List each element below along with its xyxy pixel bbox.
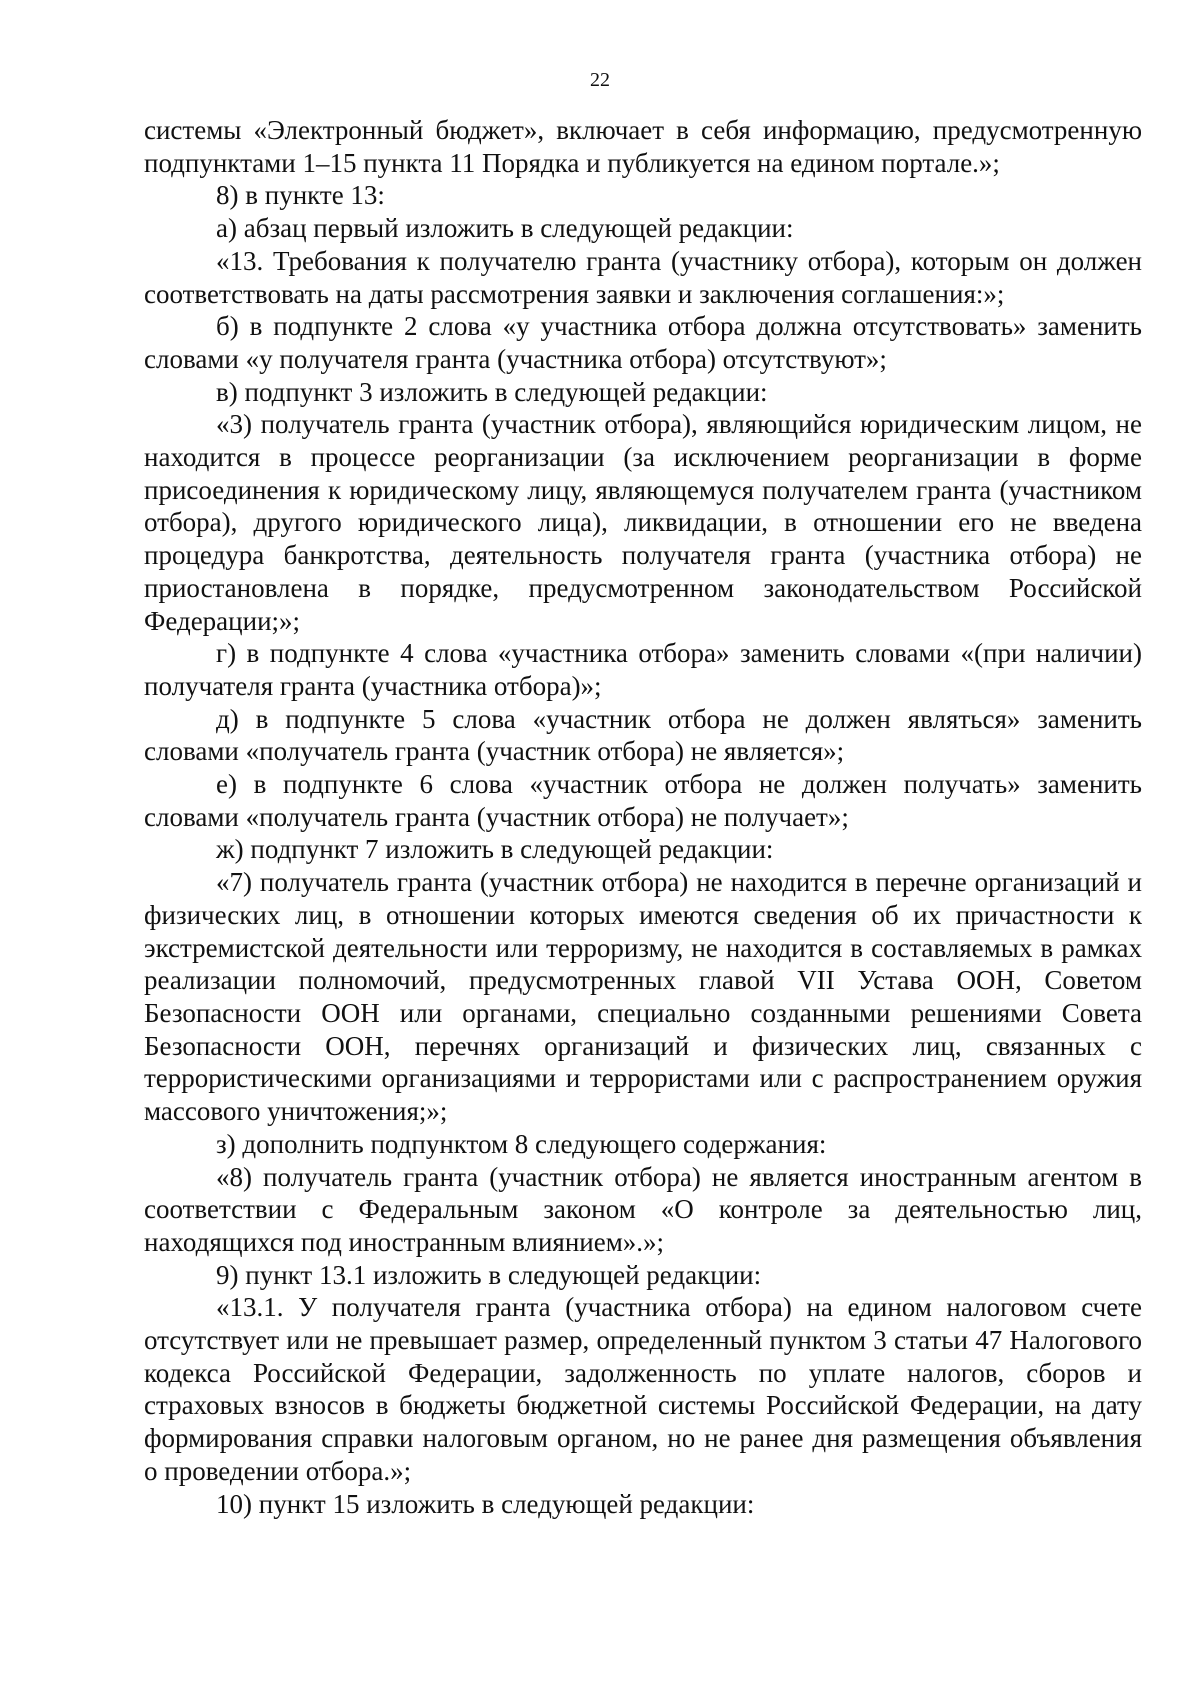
paragraph: «13. Требования к получателю гранта (участнику отбора), которым он должен соответствовать на даты рассмотрения заявки и заключения соглашения:»; xyxy=(144,245,1142,309)
paragraph: ж) подпункт 7 изложить в следующей редакции: xyxy=(216,834,774,865)
paragraph: 10) пункт 15 изложить в следующей редакции: xyxy=(216,1488,755,1519)
paragraph: «3) получатель гранта (участник отбора), являющийся юридическим лицом, не находится в процессе реорганизации (за исключением реорганизации в форме присоединения к юридическому лицу, являющемуся получателем гранта (участником отбора), другого юридического лица), ликвидации, в отношении его не введена процедура банкротства, деятельность получателя гранта (участника отбора) не приостановлена в порядке, предусмотренном законодательством Российской Федерации;»; xyxy=(144,409,1142,636)
paragraph: б) в подпункте 2 слова «у участника отбора должна отсутствовать» заменить словами «у получателя гранта (участника отбора) отсутствуют»; xyxy=(144,311,1142,374)
paragraph: а) абзац первый изложить в следующей редакции: xyxy=(216,213,794,244)
paragraph: г) в подпункте 4 слова «участника отбора» заменить словами «(при наличии) получателя гранта (участника отбора)»; xyxy=(144,638,1142,701)
page-number: 22 xyxy=(590,69,610,91)
paragraph: 8) в пункте 13: xyxy=(216,180,385,211)
paragraph: з) дополнить подпунктом 8 следующего содержания: xyxy=(216,1128,827,1159)
paragraph: «13.1. У получателя гранта (участника отбора) на едином налоговом счете отсутствует или не превышает размер, определенный пунктом 3 статьи 47 Налогового кодекса Российской Федерации, задолженность по уплате налогов, сборов и страховых взносов в бюджеты бюджетной системы Российской Федерации, на дату формирования справки налоговым органом, но не ранее дня размещения объявления о проведении отбора.»; xyxy=(144,1292,1142,1486)
paragraph: в) подпункт 3 изложить в следующей редакции: xyxy=(216,376,768,407)
paragraph: «8) получатель гранта (участник отбора) не является иностранным агентом в соответствии с Федеральным законом «О контроле за деятельностью лиц, находящихся под иностранным влиянием».»; xyxy=(144,1161,1142,1257)
paragraph: д) в подпункте 5 слова «участник отбора не должен являться» заменить словами «получатель гранта (участник отбора) не является»; xyxy=(144,703,1142,767)
paragraph: «7) получатель гранта (участник отбора) не находится в перечне организаций и физических лиц, в отношении которых имеются сведения об их причастности к экстремистской деятельности или терроризму, не находится в составляемых в рамках реализации полномочий, предусмотренных главой VII Устава ООН, Советом Безопасности ООН или органами, специально созданными решениями Совета Безопасности ООН, перечнях организаций и физических лиц, связанных с террористическими организациями и террористами или с распространением оружия массового уничтожения;»; xyxy=(144,867,1142,1127)
paragraph: е) в подпункте 6 слова «участник отбора не должен получать» заменить словами «получатель гранта (участник отбора) не получает»; xyxy=(144,769,1142,832)
paragraph: 9) пункт 13.1 изложить в следующей редакции: xyxy=(216,1259,762,1290)
paragraph: системы «Электронный бюджет», включает в себя информацию, предусмотренную подпунктами 1–15 пункта 11 Порядка и публикуется на едином портале.»; xyxy=(144,115,1142,178)
document-body xyxy=(144,114,1142,1520)
